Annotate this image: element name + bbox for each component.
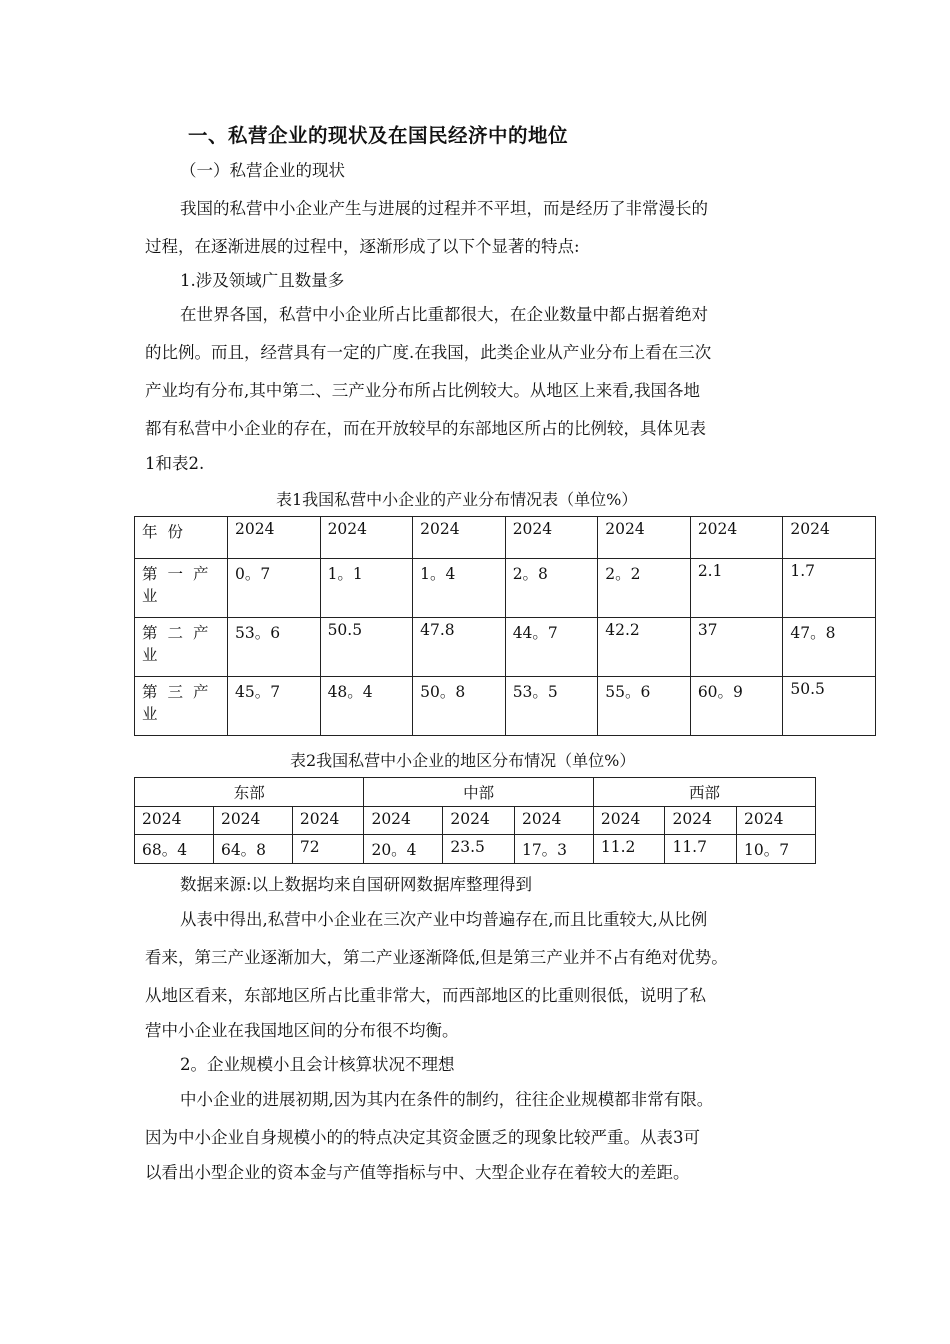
table-cell: 68。4 <box>135 835 214 864</box>
year-cell: 2024 <box>213 807 292 835</box>
region-header: 东部 <box>135 778 364 807</box>
table-cell: 50.5 <box>783 677 876 736</box>
table-cell: 2。8 <box>505 559 598 618</box>
table-cell: 72 <box>292 835 364 864</box>
table-header-cell: 2024 <box>690 517 783 559</box>
table2-caption: 表2我国私营中小企业的地区分布情况（单位%） <box>290 751 636 770</box>
table-cell: 53。5 <box>505 677 598 736</box>
table-cell: 42.2 <box>598 618 691 677</box>
paragraph-line: 以看出小型企业的资本金与产值等指标与中、大型企业存在着较大的差距。 <box>145 1163 690 1182</box>
table-year-row <box>135 807 816 835</box>
table-cell: 10。7 <box>737 835 816 864</box>
paragraph-line: 产业均有分布,其中第二、三产业分布所占比例较大。从地区上来看,我国各地 <box>145 381 700 400</box>
paragraph-line: 因为中小企业自身规模小的的特点决定其资金匮乏的现象比较严重。从表3可 <box>145 1128 700 1147</box>
table-header-row <box>135 517 876 559</box>
paragraph-line: 在世界各国，私营中小企业所占比重都很大，在企业数量中都占据着绝对 <box>180 305 708 324</box>
paragraph-line: 从表中得出,私营中小企业在三次产业中均普遍存在,而且比重较大,从比例 <box>180 910 708 929</box>
year-cell: 2024 <box>737 807 816 835</box>
table-header-cell: 年份 <box>135 517 228 559</box>
regional-distribution-table <box>134 777 816 864</box>
table-cell: 47。8 <box>783 618 876 677</box>
table-cell: 11.2 <box>593 835 665 864</box>
point-heading: 2。企业规模小且会计核算状况不理想 <box>180 1055 455 1074</box>
table-header-cell: 2024 <box>783 517 876 559</box>
table-cell: 0。7 <box>228 559 321 618</box>
paragraph-line: 的比例。而且，经营具有一定的广度.在我国，此类企业从产业分布上看在三次 <box>145 343 712 362</box>
table-row <box>135 835 816 864</box>
table-row <box>135 677 876 736</box>
table-cell: 50.5 <box>320 618 413 677</box>
row-label: 第一产业 <box>135 559 228 618</box>
paragraph-line: 营中小企业在我国地区间的分布很不均衡。 <box>145 1021 459 1040</box>
table-cell: 1.7 <box>783 559 876 618</box>
table-cell: 11.7 <box>665 835 737 864</box>
table-header-cell: 2024 <box>598 517 691 559</box>
table-header-cell: 2024 <box>505 517 598 559</box>
year-cell: 2024 <box>135 807 214 835</box>
region-header: 中部 <box>364 778 593 807</box>
point-heading: 1.涉及领域广且数量多 <box>180 271 345 290</box>
subsection-heading: （一）私营企业的现状 <box>180 161 345 180</box>
table-cell: 17。3 <box>514 835 593 864</box>
table-cell: 64。8 <box>213 835 292 864</box>
table-cell: 48。4 <box>320 677 413 736</box>
table-header-cell: 2024 <box>320 517 413 559</box>
table-row <box>135 559 876 618</box>
year-cell: 2024 <box>514 807 593 835</box>
table-cell: 23.5 <box>443 835 515 864</box>
paragraph-line: 中小企业的进展初期,因为其内在条件的制约，往往企业规模都非常有限。 <box>180 1090 714 1109</box>
paragraph-line: 从地区看来，东部地区所占比重非常大，而西部地区的比重则很低，说明了私 <box>145 986 706 1005</box>
section-heading: 一、私营企业的现状及在国民经济中的地位 <box>188 124 569 147</box>
table-cell: 60。9 <box>690 677 783 736</box>
year-cell: 2024 <box>665 807 737 835</box>
table-cell: 47.8 <box>413 618 506 677</box>
year-cell: 2024 <box>292 807 364 835</box>
table-header-cell: 2024 <box>413 517 506 559</box>
table-cell: 1。1 <box>320 559 413 618</box>
table-row <box>135 618 876 677</box>
table-cell: 2.1 <box>690 559 783 618</box>
data-source-note: 数据来源:以上数据均来自国研网数据库整理得到 <box>180 875 533 894</box>
year-cell: 2024 <box>364 807 443 835</box>
paragraph-line: 过程，在逐渐进展的过程中，逐渐形成了以下个显著的特点: <box>145 237 580 256</box>
table-cell: 2。2 <box>598 559 691 618</box>
paragraph-line: 1和表2. <box>145 454 205 473</box>
table-cell: 20。4 <box>364 835 443 864</box>
region-header: 西部 <box>593 778 815 807</box>
year-cell: 2024 <box>443 807 515 835</box>
table-header-row <box>135 778 816 807</box>
table-cell: 1。4 <box>413 559 506 618</box>
table-cell: 50。8 <box>413 677 506 736</box>
row-label: 第二产业 <box>135 618 228 677</box>
table-cell: 37 <box>690 618 783 677</box>
paragraph-line: 看来，第三产业逐渐加大，第二产业逐渐降低,但是第三产业并不占有绝对优势。 <box>145 948 728 967</box>
row-label: 第三产业 <box>135 677 228 736</box>
paragraph-line: 我国的私营中小企业产生与进展的过程并不平坦，而是经历了非常漫长的 <box>180 199 708 218</box>
table-header-cell: 2024 <box>228 517 321 559</box>
table-cell: 55。6 <box>598 677 691 736</box>
table-cell: 45。7 <box>228 677 321 736</box>
table-cell: 53。6 <box>228 618 321 677</box>
paragraph-line: 都有私营中小企业的存在，而在开放较早的东部地区所占的比例较，具体见表 <box>145 419 706 438</box>
table-cell: 44。7 <box>505 618 598 677</box>
table1-caption: 表1我国私营中小企业的产业分布情况表（单位%） <box>276 490 638 509</box>
industry-distribution-table <box>134 516 876 736</box>
year-cell: 2024 <box>593 807 665 835</box>
